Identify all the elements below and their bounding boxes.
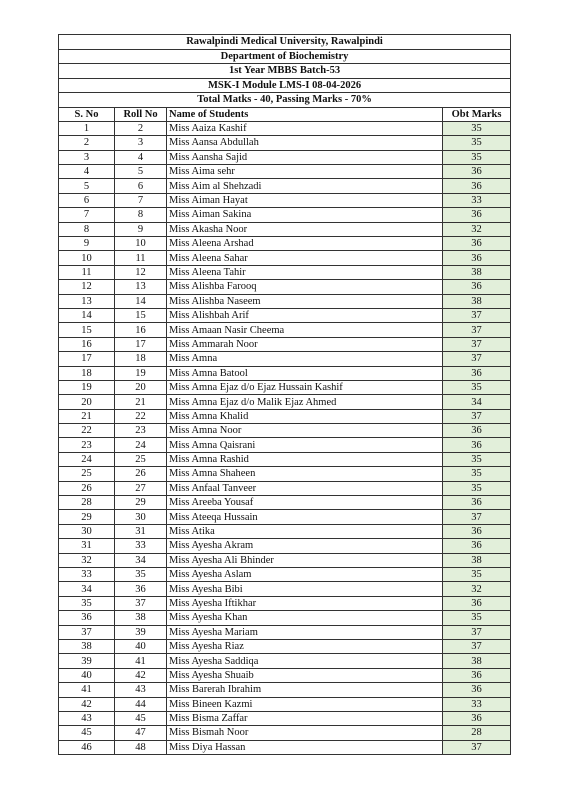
cell-marks: 36 (443, 711, 511, 725)
cell-name: Miss Ayesha Saddiqa (167, 654, 443, 668)
cell-sno: 16 (59, 337, 115, 351)
cell-name: Miss Aleena Sahar (167, 251, 443, 265)
cell-name: Miss Aiman Sakina (167, 208, 443, 222)
table-row (59, 726, 511, 740)
col-sno: S. No (59, 107, 115, 121)
cell-sno: 37 (59, 625, 115, 639)
table-row (59, 697, 511, 711)
cell-marks: 37 (443, 308, 511, 322)
cell-marks: 38 (443, 654, 511, 668)
table-row (59, 366, 511, 380)
cell-sno: 7 (59, 208, 115, 222)
table-row (59, 452, 511, 466)
cell-marks: 37 (443, 337, 511, 351)
cell-marks: 36 (443, 366, 511, 380)
table-row (59, 481, 511, 495)
table-row (59, 352, 511, 366)
cell-marks: 36 (443, 208, 511, 222)
module-title: MSK-I Module LMS-I 08-04-2026 (59, 78, 511, 93)
cell-marks: 36 (443, 438, 511, 452)
cell-roll: 43 (115, 683, 167, 697)
cell-name: Miss Aaiza Kashif (167, 121, 443, 135)
cell-roll: 6 (115, 179, 167, 193)
cell-marks: 36 (443, 496, 511, 510)
cell-name: Miss Ateeqa Hussain (167, 510, 443, 524)
cell-name: Miss Ayesha Ali Bhinder (167, 553, 443, 567)
cell-marks: 35 (443, 380, 511, 394)
table-row (59, 438, 511, 452)
cell-roll: 42 (115, 668, 167, 682)
cell-marks: 36 (443, 424, 511, 438)
column-header-row (59, 107, 511, 121)
table-row (59, 208, 511, 222)
cell-marks: 38 (443, 553, 511, 567)
cell-roll: 23 (115, 424, 167, 438)
table-row (59, 165, 511, 179)
table-row (59, 539, 511, 553)
cell-marks: 28 (443, 726, 511, 740)
cell-name: Miss Bismah Noor (167, 726, 443, 740)
cell-roll: 26 (115, 467, 167, 481)
cell-name: Miss Amna Ejaz d/o Ejaz Hussain Kashif (167, 380, 443, 394)
cell-name: Miss Alishba Farooq (167, 280, 443, 294)
table-body (59, 121, 511, 754)
cell-roll: 2 (115, 121, 167, 135)
cell-marks: 34 (443, 395, 511, 409)
cell-marks: 36 (443, 524, 511, 538)
cell-name: Miss Ayesha Aslam (167, 568, 443, 582)
table-row (59, 568, 511, 582)
cell-marks: 35 (443, 481, 511, 495)
cell-marks: 36 (443, 596, 511, 610)
cell-roll: 13 (115, 280, 167, 294)
table-row (59, 510, 511, 524)
cell-roll: 24 (115, 438, 167, 452)
cell-marks: 35 (443, 150, 511, 164)
cell-name: Miss Amna (167, 352, 443, 366)
marks-info: Total Matks - 40, Passing Marks - 70% (59, 93, 511, 108)
table-row (59, 409, 511, 423)
cell-sno: 41 (59, 683, 115, 697)
table-row (59, 337, 511, 351)
cell-marks: 37 (443, 323, 511, 337)
cell-sno: 25 (59, 467, 115, 481)
cell-marks: 37 (443, 625, 511, 639)
cell-name: Miss Ayesha Mariam (167, 625, 443, 639)
cell-marks: 38 (443, 265, 511, 279)
results-table (58, 34, 511, 755)
cell-marks: 36 (443, 237, 511, 251)
table-row (59, 639, 511, 653)
cell-name: Miss Amna Rashid (167, 452, 443, 466)
cell-sno: 2 (59, 136, 115, 150)
table-row (59, 654, 511, 668)
cell-sno: 33 (59, 568, 115, 582)
table-row (59, 496, 511, 510)
cell-sno: 31 (59, 539, 115, 553)
table-row (59, 683, 511, 697)
cell-roll: 18 (115, 352, 167, 366)
cell-roll: 31 (115, 524, 167, 538)
table-row (59, 395, 511, 409)
cell-sno: 26 (59, 481, 115, 495)
cell-sno: 29 (59, 510, 115, 524)
table-row (59, 424, 511, 438)
cell-name: Miss Bisma Zaffar (167, 711, 443, 725)
cell-marks: 35 (443, 467, 511, 481)
cell-sno: 14 (59, 308, 115, 322)
cell-sno: 22 (59, 424, 115, 438)
cell-name: Miss Alishba Naseem (167, 294, 443, 308)
cell-name: Miss Aima sehr (167, 165, 443, 179)
table-row (59, 308, 511, 322)
cell-sno: 30 (59, 524, 115, 538)
table-row (59, 237, 511, 251)
cell-name: Miss Ayesha Iftikhar (167, 596, 443, 610)
cell-sno: 38 (59, 639, 115, 653)
cell-roll: 14 (115, 294, 167, 308)
cell-name: Miss Aleena Arshad (167, 237, 443, 251)
cell-roll: 48 (115, 740, 167, 754)
cell-marks: 36 (443, 165, 511, 179)
table-row (59, 668, 511, 682)
cell-sno: 42 (59, 697, 115, 711)
cell-sno: 4 (59, 165, 115, 179)
cell-name: Miss Barerah Ibrahim (167, 683, 443, 697)
cell-sno: 18 (59, 366, 115, 380)
cell-marks: 36 (443, 280, 511, 294)
cell-roll: 9 (115, 222, 167, 236)
table-row (59, 323, 511, 337)
cell-name: Miss Areeba Yousaf (167, 496, 443, 510)
cell-roll: 11 (115, 251, 167, 265)
cell-name: Miss Atika (167, 524, 443, 538)
cell-roll: 34 (115, 553, 167, 567)
cell-name: Miss Aansa Abdullah (167, 136, 443, 150)
cell-marks: 33 (443, 193, 511, 207)
cell-name: Miss Ayesha Akram (167, 539, 443, 553)
table-row (59, 524, 511, 538)
cell-roll: 17 (115, 337, 167, 351)
cell-sno: 45 (59, 726, 115, 740)
cell-roll: 41 (115, 654, 167, 668)
cell-name: Miss Ayesha Bibi (167, 582, 443, 596)
cell-marks: 37 (443, 409, 511, 423)
cell-name: Miss Bineen Kazmi (167, 697, 443, 711)
cell-sno: 32 (59, 553, 115, 567)
cell-sno: 36 (59, 611, 115, 625)
cell-marks: 36 (443, 683, 511, 697)
cell-marks: 32 (443, 582, 511, 596)
table-row (59, 121, 511, 135)
cell-name: Miss Aleena Tahir (167, 265, 443, 279)
cell-roll: 10 (115, 237, 167, 251)
cell-sno: 24 (59, 452, 115, 466)
cell-sno: 12 (59, 280, 115, 294)
table-row (59, 740, 511, 754)
cell-name: Miss Akasha Noor (167, 222, 443, 236)
cell-marks: 35 (443, 611, 511, 625)
cell-roll: 44 (115, 697, 167, 711)
cell-roll: 30 (115, 510, 167, 524)
department-title: Department of Biochemistry (59, 49, 511, 64)
cell-marks: 37 (443, 740, 511, 754)
batch-title: 1st Year MBBS Batch-53 (59, 64, 511, 79)
cell-roll: 7 (115, 193, 167, 207)
cell-name: Miss Alishbah Arif (167, 308, 443, 322)
cell-sno: 15 (59, 323, 115, 337)
cell-marks: 33 (443, 697, 511, 711)
cell-name: Miss Aiman Hayat (167, 193, 443, 207)
table-row (59, 179, 511, 193)
cell-marks: 38 (443, 294, 511, 308)
cell-sno: 34 (59, 582, 115, 596)
cell-roll: 39 (115, 625, 167, 639)
col-roll: Roll No (115, 107, 167, 121)
cell-name: Miss Aim al Shehzadi (167, 179, 443, 193)
cell-roll: 15 (115, 308, 167, 322)
cell-marks: 35 (443, 136, 511, 150)
cell-sno: 6 (59, 193, 115, 207)
cell-sno: 19 (59, 380, 115, 394)
cell-sno: 46 (59, 740, 115, 754)
cell-marks: 36 (443, 539, 511, 553)
cell-name: Miss Anfaal Tanveer (167, 481, 443, 495)
table-row (59, 611, 511, 625)
cell-sno: 5 (59, 179, 115, 193)
cell-marks: 37 (443, 510, 511, 524)
cell-sno: 8 (59, 222, 115, 236)
cell-sno: 40 (59, 668, 115, 682)
cell-roll: 38 (115, 611, 167, 625)
cell-name: Miss Ayesha Shuaib (167, 668, 443, 682)
cell-roll: 19 (115, 366, 167, 380)
cell-roll: 3 (115, 136, 167, 150)
cell-roll: 16 (115, 323, 167, 337)
table-row (59, 265, 511, 279)
table-row (59, 380, 511, 394)
col-name: Name of Students (167, 107, 443, 121)
cell-name: Miss Amna Qaisrani (167, 438, 443, 452)
cell-name: Miss Amna Noor (167, 424, 443, 438)
cell-roll: 35 (115, 568, 167, 582)
cell-sno: 43 (59, 711, 115, 725)
cell-name: Miss Aansha Sajid (167, 150, 443, 164)
cell-sno: 17 (59, 352, 115, 366)
cell-sno: 9 (59, 237, 115, 251)
cell-roll: 21 (115, 395, 167, 409)
cell-marks: 36 (443, 179, 511, 193)
table-row (59, 150, 511, 164)
result-sheet (58, 34, 510, 755)
cell-roll: 37 (115, 596, 167, 610)
cell-roll: 20 (115, 380, 167, 394)
cell-marks: 35 (443, 452, 511, 466)
cell-sno: 21 (59, 409, 115, 423)
table-row (59, 222, 511, 236)
cell-marks: 37 (443, 639, 511, 653)
cell-marks: 35 (443, 121, 511, 135)
cell-name: Miss Ayesha Riaz (167, 639, 443, 653)
cell-name: Miss Amna Batool (167, 366, 443, 380)
cell-roll: 22 (115, 409, 167, 423)
cell-marks: 36 (443, 251, 511, 265)
cell-marks: 36 (443, 668, 511, 682)
cell-name: Miss Ammarah Noor (167, 337, 443, 351)
cell-sno: 23 (59, 438, 115, 452)
cell-sno: 3 (59, 150, 115, 164)
cell-roll: 33 (115, 539, 167, 553)
table-row (59, 553, 511, 567)
cell-roll: 45 (115, 711, 167, 725)
cell-sno: 13 (59, 294, 115, 308)
cell-sno: 1 (59, 121, 115, 135)
table-row (59, 582, 511, 596)
cell-name: Miss Amna Khalid (167, 409, 443, 423)
cell-roll: 27 (115, 481, 167, 495)
cell-sno: 10 (59, 251, 115, 265)
cell-name: Miss Diya Hassan (167, 740, 443, 754)
cell-roll: 12 (115, 265, 167, 279)
cell-roll: 36 (115, 582, 167, 596)
cell-marks: 35 (443, 568, 511, 582)
table-row (59, 596, 511, 610)
cell-marks: 37 (443, 352, 511, 366)
cell-roll: 25 (115, 452, 167, 466)
cell-sno: 11 (59, 265, 115, 279)
table-row (59, 711, 511, 725)
cell-sno: 39 (59, 654, 115, 668)
cell-sno: 35 (59, 596, 115, 610)
university-title: Rawalpindi Medical University, Rawalpindi (59, 35, 511, 50)
cell-sno: 28 (59, 496, 115, 510)
cell-roll: 47 (115, 726, 167, 740)
cell-name: Miss Amna Ejaz d/o Malik Ejaz Ahmed (167, 395, 443, 409)
cell-roll: 5 (115, 165, 167, 179)
cell-name: Miss Ayesha Khan (167, 611, 443, 625)
cell-marks: 32 (443, 222, 511, 236)
table-row (59, 251, 511, 265)
cell-name: Miss Amna Shaheen (167, 467, 443, 481)
table-row (59, 280, 511, 294)
col-marks: Obt Marks (443, 107, 511, 121)
cell-roll: 40 (115, 639, 167, 653)
table-row (59, 294, 511, 308)
table-row (59, 467, 511, 481)
cell-sno: 20 (59, 395, 115, 409)
cell-roll: 4 (115, 150, 167, 164)
table-row (59, 136, 511, 150)
table-row (59, 625, 511, 639)
cell-name: Miss Amaan Nasir Cheema (167, 323, 443, 337)
cell-roll: 8 (115, 208, 167, 222)
cell-roll: 29 (115, 496, 167, 510)
table-row (59, 193, 511, 207)
